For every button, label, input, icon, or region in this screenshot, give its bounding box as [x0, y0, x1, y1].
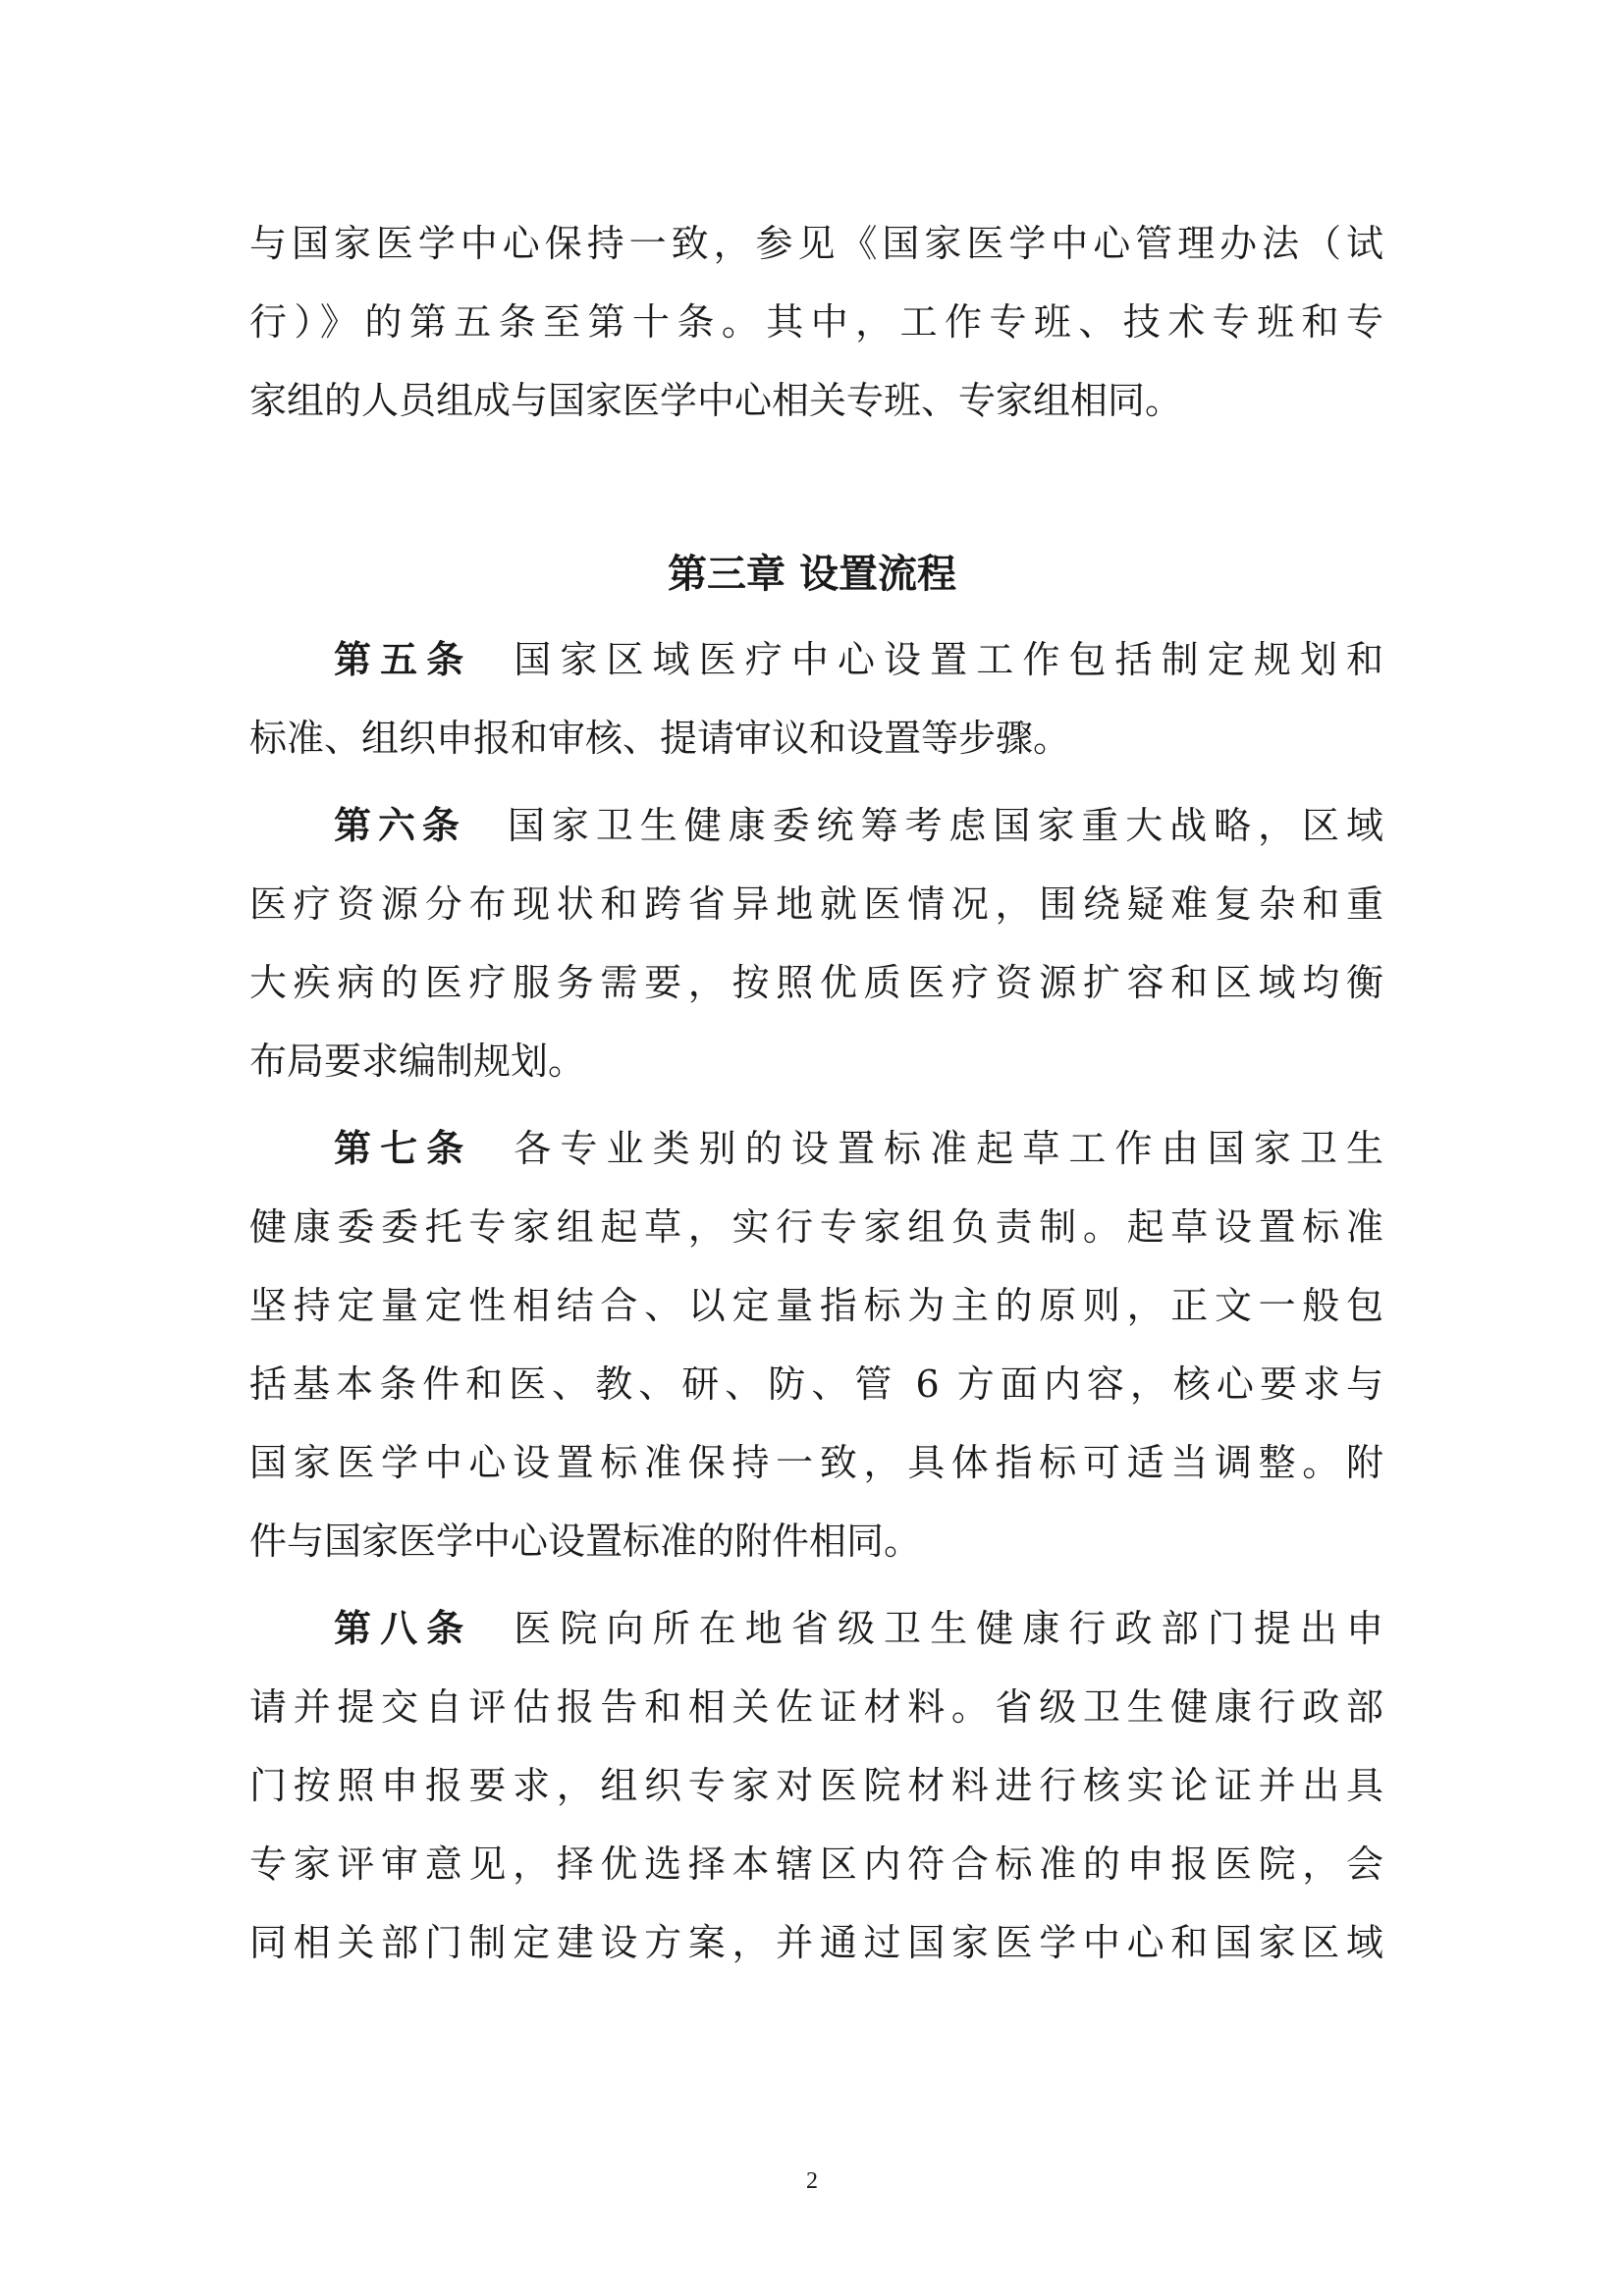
article-6-line-4: 布局要求编制规划。 [249, 1040, 586, 1083]
article-8-line-2: 请并提交自评估报告和相关佐证材料。省级卫生健康行政部 [249, 1685, 1383, 1729]
article-7-line-5: 国家医学中心设置标准保持一致，具体指标可适当调整。附 [249, 1441, 1383, 1484]
article-7-label: 第七条 [334, 1127, 473, 1170]
article-6-line-1 [334, 802, 1383, 849]
article-5-line-2: 标准、组织申报和审核、提请审议和设置等步骤。 [249, 717, 1071, 760]
chapter-title: 第三章 设置流程 [668, 552, 956, 597]
article-8-label: 第八条 [334, 1607, 473, 1650]
article-5-text: 国家区域医疗中心设置工作包括制定规划和 [514, 638, 1383, 681]
article-8-text: 医院向所在地省级卫生健康行政部门提出申 [514, 1607, 1383, 1650]
article-7-line-2: 健康委委托专家组起草，实行专家组负责制。起草设置标准 [249, 1205, 1383, 1249]
article-5-label: 第五条 [334, 638, 473, 681]
article-7-line-6: 件与国家医学中心设置标准的附件相同。 [249, 1520, 922, 1563]
page-number: 2 [806, 2168, 818, 2194]
intro-line-2: 行）》的第五条至第十条。其中，工作专班、技术专班和专 [249, 300, 1383, 344]
article-8-line-1 [334, 1605, 1383, 1652]
article-6-line-3: 大疾病的医疗服务需要，按照优质医疗资源扩容和区域均衡 [249, 961, 1383, 1004]
article-6-label: 第六条 [334, 804, 466, 847]
article-6-line-2: 医疗资源分布现状和跨省异地就医情况，围绕疑难复杂和重 [249, 882, 1383, 926]
article-7-text: 各专业类别的设置标准起草工作由国家卫生 [514, 1127, 1383, 1170]
article-6-text: 国家卫生健康委统筹考虑国家重大战略，区域 [507, 804, 1383, 847]
article-7-line-1 [334, 1125, 1383, 1172]
article-5-line-1 [334, 636, 1383, 683]
intro-line-3: 家组的人员组成与国家医学中心相关专班、专家组相同。 [249, 379, 1183, 422]
article-7-line-3: 坚持定量定性相结合、以定量指标为主的原则，正文一般包 [249, 1284, 1383, 1327]
article-8-line-5: 同相关部门制定建设方案，并通过国家医学中心和国家区域 [249, 1921, 1383, 1964]
article-7-line-4: 括基本条件和医、教、研、防、管 6 方面内容，核心要求与 [249, 1362, 1383, 1406]
article-8-line-4: 专家评审意见，择优选择本辖区内符合标准的申报医院，会 [249, 1842, 1383, 1886]
intro-line-1: 与国家医学中心保持一致，参见《国家医学中心管理办法（试 [249, 222, 1383, 265]
article-8-line-3: 门按照申报要求，组织专家对医院材料进行核实论证并出具 [249, 1764, 1383, 1807]
